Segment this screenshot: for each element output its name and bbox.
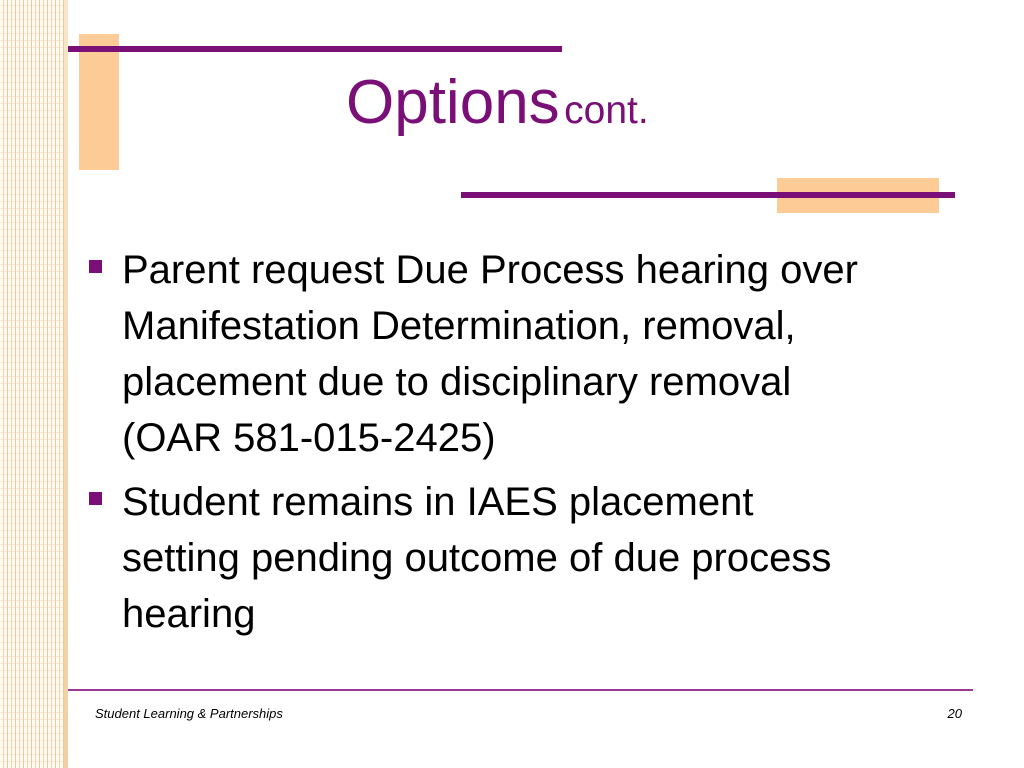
title-rule-top — [68, 46, 562, 52]
bullet-line: (OAR 581-015-2425) — [122, 416, 496, 460]
bullet-line: Parent request Due Process hearing over — [122, 248, 858, 292]
page-number: 20 — [947, 706, 962, 721]
left-stripe-decoration — [0, 0, 68, 768]
slide-title-main: Options — [346, 68, 560, 137]
title-rule-bottom — [461, 192, 955, 198]
slide-title-suffix: cont. — [564, 89, 649, 132]
bullet-line: Manifestation Determination, removal, — [122, 304, 796, 348]
bullet-item — [86, 242, 976, 466]
square-bullet-icon — [89, 260, 102, 273]
title-accent-block-left — [79, 34, 119, 170]
bullet-item — [86, 474, 976, 642]
footer-rule — [68, 689, 973, 691]
slide-title — [346, 68, 649, 137]
bullet-list — [86, 242, 976, 650]
bullet-line: setting pending outcome of due process — [122, 536, 832, 580]
footer-text: Student Learning & Partnerships — [95, 706, 283, 721]
bullet-line: Student remains in IAES placement — [122, 480, 754, 524]
square-bullet-icon — [89, 492, 102, 505]
bullet-line: hearing — [122, 592, 256, 636]
bullet-line: placement due to disciplinary removal — [122, 360, 792, 404]
